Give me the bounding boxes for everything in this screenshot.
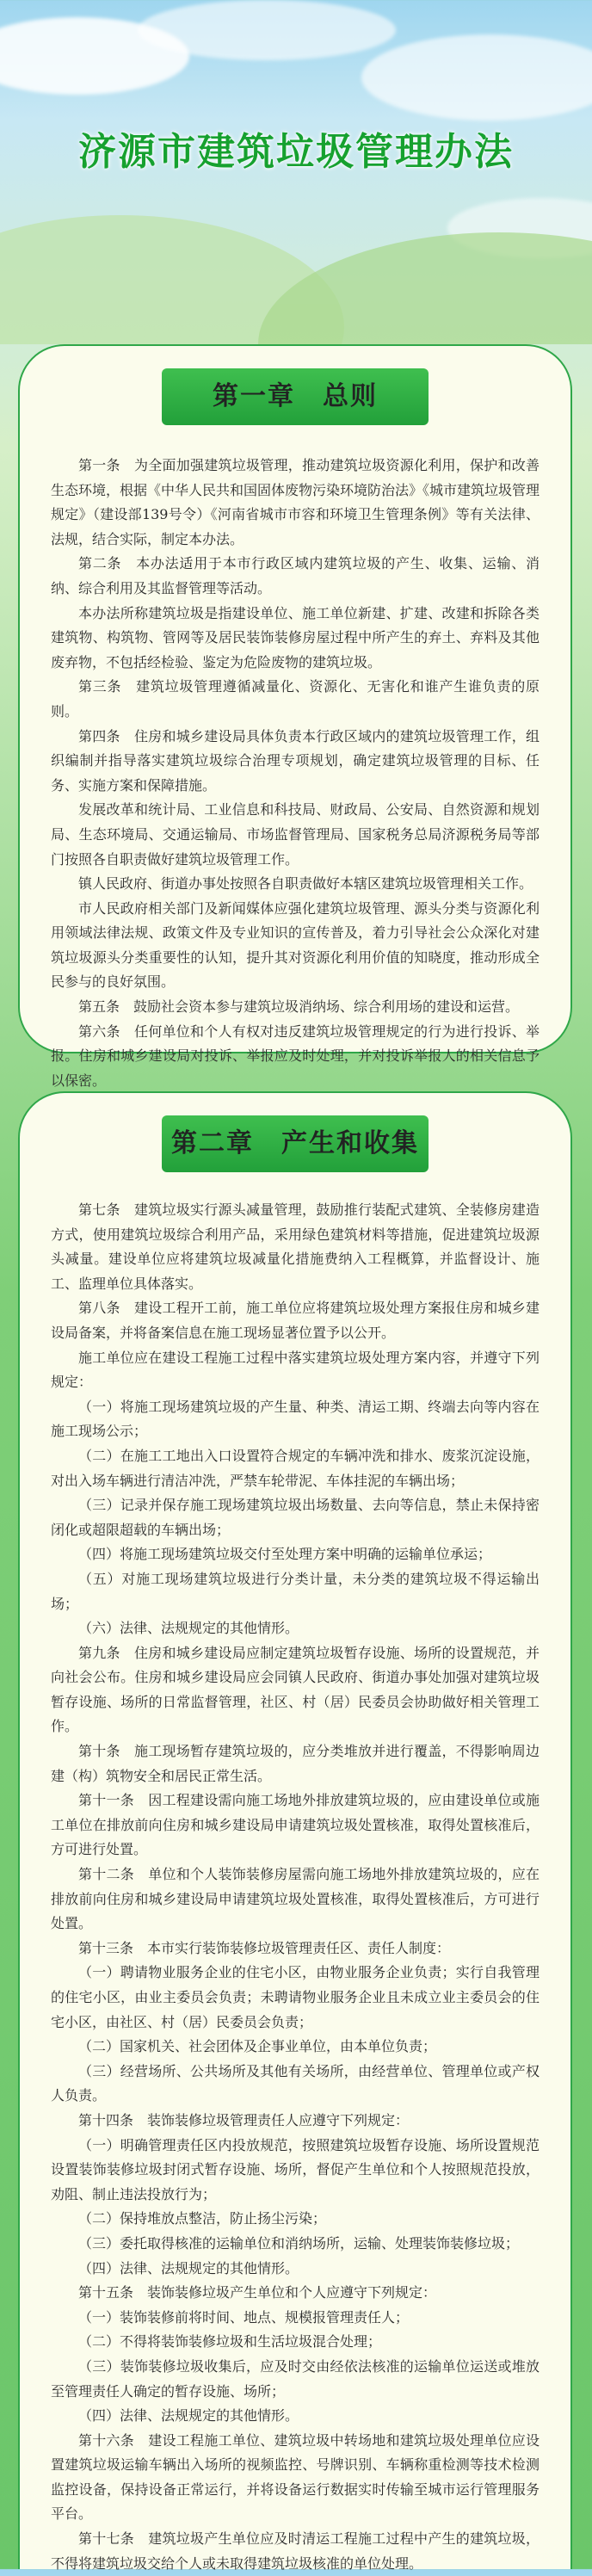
- paragraph: （四）法律、法规规定的其他情形。: [78, 2407, 299, 2425]
- paragraph: （四）法律、法规规定的其他情形。: [78, 2259, 299, 2276]
- paragraph: 第十条 施工现场暂存建筑垃圾的，应分类堆放并进行覆盖，不得影响周边建（构）筑物安全和居民正常生活。: [51, 1743, 540, 1784]
- paragraph: 第二条 本办法适用于本市行政区域内建筑垃圾的产生、收集、运输、消纳、综合利用及其监督管理等活动。: [51, 555, 540, 596]
- paragraph: （一）将施工现场建筑垃圾的产生量、种类、清运工期、终端去向等内容在施工现场公示；: [51, 1398, 540, 1440]
- chapter-panel-2: [18, 1091, 572, 2572]
- paragraph: 第八条 建设工程开工前，施工单位应将建筑垃圾处理方案报住房和城乡建设局备案，并将备案信息在施工现场显著位置予以公开。: [51, 1300, 540, 1341]
- chapter-heading: 第一章 总则: [162, 368, 429, 425]
- paragraph: （三）装饰装修垃圾收集后，应及时交由经依法核准的运输单位运送或堆放至管理责任人确定的暂存设施、场所；: [51, 2357, 540, 2400]
- cloud-decoration: [361, 34, 592, 120]
- paragraph: （二）国家机关、社会团体及企事业单位，由本单位负责；: [78, 2038, 437, 2055]
- paragraph: （二）保持堆放点整洁，防止扬尘污染；: [78, 2210, 327, 2227]
- paragraph: 镇人民政府、街道办事处按照各自职责做好本辖区建筑垃圾管理相关工作。: [78, 875, 533, 893]
- paragraph: （一）装饰装修前将时间、地点、规模报管理责任人；: [78, 2308, 410, 2326]
- paragraph: （五）对施工现场建筑垃圾进行分类计量，未分类的建筑垃圾不得运输出场；: [51, 1570, 540, 1612]
- paragraph: 第十七条 建筑垃圾产生单位应及时清运工程施工过程中产生的建筑垃圾，不得将建筑垃圾交给个人或未取得建筑垃圾核准的单位处理。: [51, 2530, 540, 2572]
- paragraph: 第十三条 本市实行装饰装修垃圾管理责任区、责任人制度：: [78, 1939, 451, 1956]
- chapter-heading: 第二章 产生和收集: [162, 1115, 429, 1172]
- paragraph: 第三条 建筑垃圾管理遵循减量化、资源化、无害化和谁产生谁负责的原则。: [51, 678, 540, 720]
- paragraph: 第七条 建筑垃圾实行源头减量管理，鼓励推行装配式建筑、全装修房建造方式，使用建筑垃圾综合利用产品，采用绿色建筑材料等措施，促进建筑垃圾源头减量。建设单位应将建筑垃圾减量化措施费纳入工程概算，并监督设计、施工、监理单位具体落实。: [51, 1202, 540, 1292]
- paragraph: （六）法律、法规规定的其他情形。: [78, 1620, 299, 1637]
- paragraph: 第六条 任何单位和个人有权对违反建筑垃圾管理规定的行为进行投诉、举报。住房和城乡建设局对投诉、举报应及时处理，并对投诉举报人的相关信息予以保密。: [51, 1022, 540, 1089]
- paragraph: 第十四条 装饰装修垃圾管理责任人应遵守下列规定：: [78, 2111, 410, 2128]
- cloud-decoration: [138, 0, 396, 60]
- chapter-body: [51, 1198, 540, 2576]
- paragraph: 第十一条 因工程建设需向施工场地外排放建筑垃圾的，应由建设单位或施工单位在排放前向住房和城乡建设局申请建筑垃圾处置核准，取得处置核准后，方可进行处置。: [51, 1792, 540, 1858]
- paragraph: 本办法所称建筑垃圾是指建设单位、施工单位新建、扩建、改建和拆除各类建筑物、构筑物、管网等及居民装饰装修房屋过程中所产生的弃土、弃料及其他废弃物，不包括经检验、鉴定为危险废物的建筑垃圾。: [51, 604, 540, 670]
- paragraph: （三）记录并保存施工现场建筑垃圾出场数量、去向等信息，禁止未保持密闭化或超限超载的车辆出场；: [51, 1497, 540, 1538]
- paragraph: 第十二条 单位和个人装饰装修房屋需向施工场地外排放建筑垃圾的，应在排放前向住房和城乡建设局申请建筑垃圾处置核准，取得处置核准后，方可进行处置。: [51, 1866, 540, 1932]
- paragraph: 第五条 鼓励社会资本参与建筑垃圾消纳场、综合利用场的建设和运营。: [78, 998, 520, 1016]
- paragraph: 第九条 住房和城乡建设局应制定建筑垃圾暂存设施、场所的设置规范，并向社会公布。住房和城乡建设局应会同镇人民政府、街道办事处加强对建筑垃圾暂存设施、场所的日常监督管理，社区、村（居）民委员会协助做好相关管理工作。: [51, 1644, 540, 1735]
- paragraph: 市人民政府相关部门及新闻媒体应强化建筑垃圾管理、源头分类与资源化利用领域法律法规、政策文件及专业知识的宣传普及，着力引导社会公众深化对建筑垃圾源头分类重要性的认知，提升其对资源化利用价值的知晓度，推动形成全民参与的良好氛围。: [51, 899, 540, 991]
- paragraph: （三）经营场所、公共场所及其他有关场所，由经营单位、管理单位或产权人负责。: [51, 2062, 540, 2104]
- paragraph: （一）明确管理责任区内投放规范，按照建筑垃圾暂存设施、场所设置规范设置装饰装修垃圾封闭式暂存设施、场所，督促产生单位和个人按照规范投放，劝阻、制止违法投放行为；: [51, 2136, 540, 2202]
- paragraph: 第四条 住房和城乡建设局具体负责本行政区域内的建筑垃圾管理工作，组织编制并指导落实建筑垃圾综合治理专项规划，确定建筑垃圾管理的目标、任务、实施方案和保障措施。: [51, 727, 540, 794]
- paragraph: （三）委托取得核准的运输单位和消纳场所，运输、处理装饰装修垃圾；: [78, 2234, 520, 2252]
- paragraph: （一）聘请物业服务企业的住宅小区，由物业服务企业负责；实行自我管理的住宅小区，由业主委员会负责；未聘请物业服务企业且未成立业主委员会的住宅小区，由社区、村（居）民委员会负责；: [51, 1964, 540, 2030]
- chapter-body: [51, 454, 540, 1093]
- chapter-panel-1: [18, 344, 572, 1089]
- paragraph: 第一条 为全面加强建筑垃圾管理，推动建筑垃圾资源化利用，保护和改善生态环境，根据《中华人民共和国固体废物污染环境防治法》《城市建筑垃圾管理规定》（建设部139号令）《河南省城市市容和环境卫生管理条例》等有关法律、法规，结合实际，制定本办法。: [51, 457, 540, 547]
- hill-decoration: [258, 232, 592, 344]
- paragraph: 第十六条 建设工程施工单位、建筑垃圾中转场地和建筑垃圾处理单位应设置建筑垃圾运输车辆出入场所的视频监控、号牌识别、车辆称重检测等技术检测监控设备，保持设备正常运行，并将设备运行数据实时传输至城市运行管理服务平台。: [51, 2431, 540, 2523]
- paragraph: （四）将施工现场建筑垃圾交付至处理方案中明确的运输单位承运；: [78, 1546, 492, 1563]
- page-title: 济源市建筑垃圾管理办法: [78, 130, 514, 174]
- paragraph: 第十五条 装饰装修垃圾产生单位和个人应遵守下列规定：: [78, 2284, 437, 2301]
- paragraph: （二）在施工工地出入口设置符合规定的车辆冲洗和排水、废浆沉淀设施，对出入场车辆进行清洁冲洗，严禁车轮带泥、车体挂泥的车辆出场；: [51, 1447, 540, 1489]
- paragraph: 发展改革和统计局、工业信息和科技局、财政局、公安局、自然资源和规划局、生态环境局、交通运输局、市场监督管理局、国家税务总局济源税务局等部门按照各自职责做好建筑垃圾管理工作。: [51, 801, 540, 868]
- paragraph: 施工单位应在建设工程施工过程中落实建筑垃圾处理方案内容，并遵守下列规定：: [51, 1349, 540, 1391]
- paragraph: （二）不得将装饰装修垃圾和生活垃圾混合处理；: [78, 2333, 382, 2351]
